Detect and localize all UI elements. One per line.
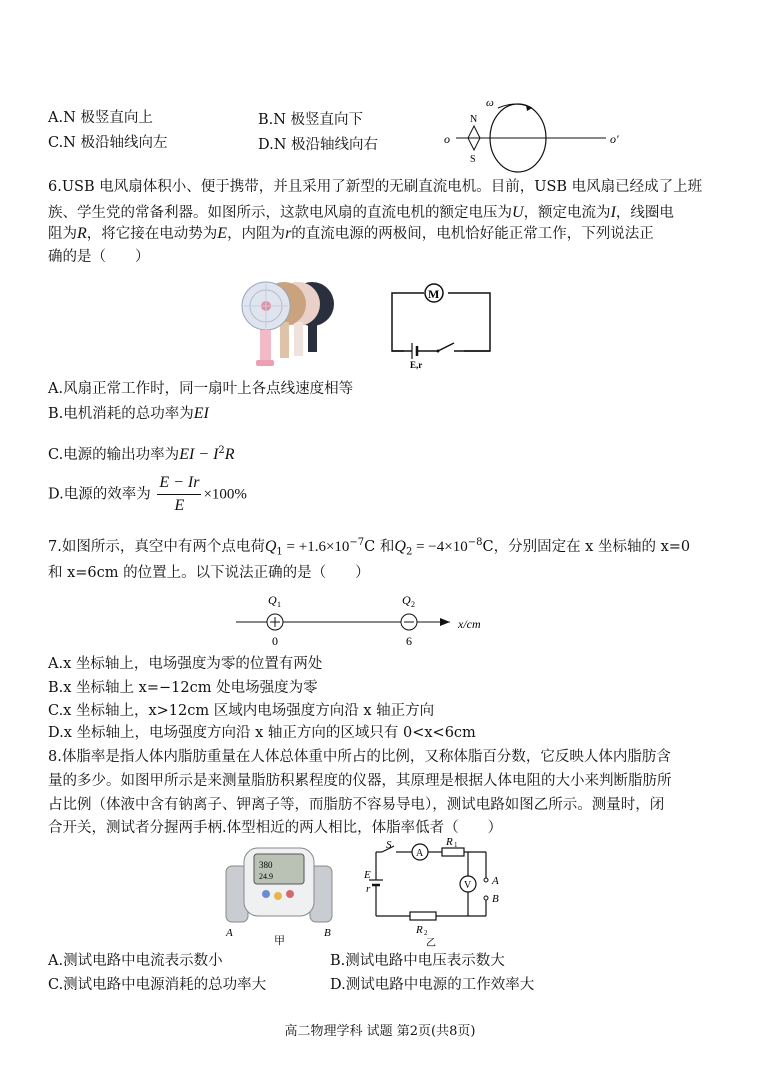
q6-line-4: 确的是（ ） — [48, 249, 150, 265]
fig-jia-caption: 甲 — [274, 935, 285, 947]
ammeter-symbol: A — [416, 848, 424, 859]
source-label: E,r — [410, 360, 423, 370]
tick-zero: 0 — [272, 634, 278, 648]
r1-label: R — [446, 836, 453, 848]
q5-option-c: C.N 极沿轴线向左 — [48, 135, 168, 151]
q6-option-c: C.电源的输出功率为EI − $I^2R$ — [48, 445, 235, 463]
q6-option-a: A.风扇正常工作时，同一扇叶上各点线速度相等 — [48, 381, 354, 397]
internal-r-label: r — [366, 883, 371, 895]
page-footer: 高二物理学科 试题 第2页(共8页) — [284, 1024, 476, 1039]
tick-six: 6 — [406, 634, 412, 648]
q6-option-b: B.电机消耗的总功率为EI — [48, 405, 209, 422]
fig-yi-caption: 乙 — [426, 938, 436, 949]
svg-text:2: 2 — [411, 600, 415, 609]
q7-option-c: C.x 坐标轴上，x>12cm 区域内电场强度方向沿 x 轴正方向 — [48, 703, 435, 719]
motor-symbol: M — [428, 287, 440, 301]
voltmeter-symbol: V — [464, 880, 472, 891]
o-left-label: o — [444, 132, 450, 146]
q7-option-b: B.x 坐标轴上 x=−12cm 处电场强度为零 — [48, 680, 318, 696]
q7-line-1: 7.如图所示，真空中有两个点电荷$Q_1 = +1.6\times 10^{-7}C$ 和$Q_2 = -4\times 10^{-8}C$，分别固定在 x 坐标轴的 x=0 — [48, 537, 691, 558]
s-pole-label: S — [470, 154, 476, 165]
q6-line-2: 族、学生党的常备利器。如图所示，这款电风扇的直流电机的额定电压为U，额定电流为I，线圈电 — [48, 204, 674, 221]
q5-option-a: A.N 极竖直向上 — [48, 110, 153, 126]
q5-ring-figure — [436, 96, 632, 176]
q7-line-2: 和 x=6cm 的位置上。以下说法正确的是（ ） — [48, 565, 370, 581]
q8-line-1: 8.体脂率是指人体内脂肪重量在人体总体重中所占的比例，又称体脂百分数，它反映人体内脂肪含 — [48, 749, 671, 765]
q8-line-3: 占比例（体液中含有钠离子、钾离子等，而脂肪不容易导电），测试电路如图乙所示。测量时，闭 — [48, 797, 665, 813]
svg-text:1: 1 — [277, 600, 281, 609]
n-pole-label: N — [470, 114, 478, 125]
q8-line-4: 合开关，测试者分握两手柄.体型相近的两人相比，体脂率低者（ ） — [48, 820, 503, 836]
svg-text:2: 2 — [424, 929, 428, 937]
emf-e-label: E — [364, 869, 371, 881]
svg-text:1: 1 — [454, 841, 458, 849]
terminal-a-label: A — [492, 875, 499, 887]
body-fat-device-image — [218, 842, 340, 948]
usb-fan-image — [236, 276, 340, 370]
q8-line-2: 量的多少。如图甲所示是来测量脂肪积累程度的仪器，其原理是根据人体电阻的大小来判断脂肪所 — [48, 773, 672, 789]
q8-option-d: D.测试电路中电源的工作效率大 — [330, 977, 535, 993]
q6-line-3: 阻为R，将它接在电动势为E，内阻为r的直流电源的两极间，电机恰好能正常工作，下列说法正 — [48, 225, 654, 242]
q6-line-1: 6.USB 电风扇体积小、便于携带，并且采用了新型的无刷直流电机。目前，USB 电风扇已经成了上班 — [48, 179, 703, 195]
q7-axis-figure — [232, 588, 502, 650]
switch-s-label: S — [386, 839, 392, 851]
q2-label: Q — [402, 593, 411, 607]
display-line-2: 24.9 — [259, 872, 273, 881]
terminal-b-label: B — [492, 893, 499, 905]
q5-option-d: D.N 极沿轴线向右 — [258, 137, 379, 153]
q6-option-d: D.电源的效率为 $\frac{E - Ir}{E}$ ×100% — [48, 472, 247, 517]
r2-label: R — [416, 924, 423, 936]
q5-option-b: B.N 极竖直向下 — [258, 112, 364, 128]
handle-b-label: B — [324, 927, 331, 939]
q1-label: Q — [268, 593, 277, 607]
display-line-1: 380 — [259, 860, 273, 870]
efficiency-fraction: $\frac{E - Ir}{E}$ — [159, 474, 200, 514]
q8-option-a: A.测试电路中电流表示数小 — [48, 953, 223, 969]
q7-option-d: D.x 坐标轴上，电场强度方向沿 x 轴正方向的区域只有 0<x<6cm — [48, 725, 476, 741]
q8-option-b: B.测试电路中电压表示数大 — [330, 953, 505, 969]
omega-label: ω — [486, 97, 494, 109]
q7-option-a: A.x 坐标轴上，电场强度为零的位置有两处 — [48, 656, 323, 672]
q6-circuit — [384, 280, 500, 370]
q8-option-c: C.测试电路中电源消耗的总功率大 — [48, 977, 267, 993]
handle-a-label: A — [226, 927, 233, 939]
o-right-label: o′ — [610, 132, 619, 146]
axis-unit-label: x/cm — [458, 617, 481, 631]
test-circuit-figure — [360, 836, 520, 950]
